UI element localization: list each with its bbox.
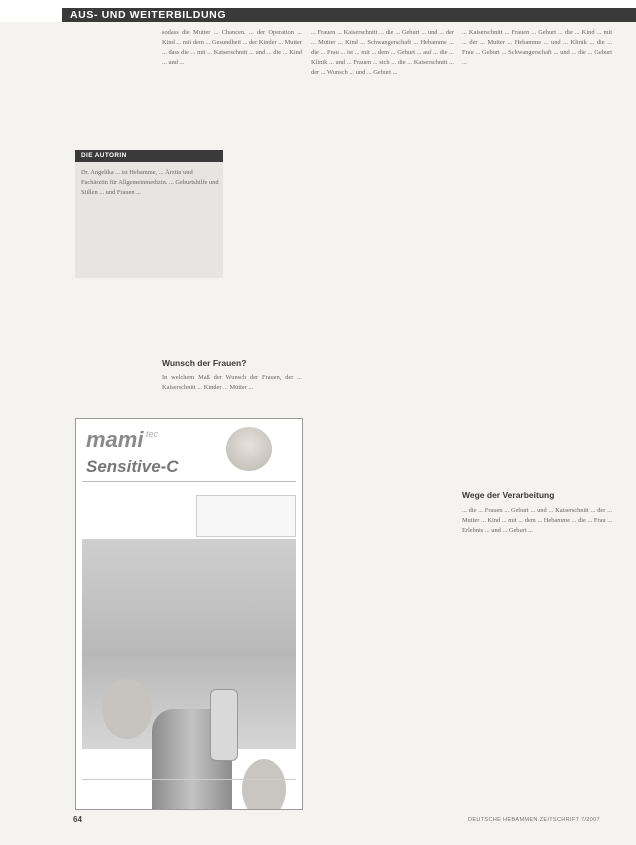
author-box-heading: DIE AUTORIN — [75, 150, 223, 162]
page-number: 64 — [73, 815, 82, 824]
ad-brand-mark: tec — [146, 429, 159, 439]
column-1-after-subhead-text: In welchem Maß der Wunsch der Frauen, der ... Kaiserschnitt ... Kinder ... Mütter ... — [162, 374, 302, 392]
subheading-wunsch: Wunsch der Frauen? — [162, 358, 247, 368]
ad-brand: mami — [86, 427, 144, 452]
section-title: AUS- UND WEITERBILDUNG — [70, 9, 227, 21]
magazine-name: DEUTSCHE HEBAMMEN ZEITSCHRIFT 7/2007 — [468, 817, 600, 823]
advertisement — [75, 418, 303, 810]
column-3-paragraph-bottom: ... die ... Frauen ... Geburt ... und ... Kaiserschnitt ... der ... Mutter ... Kind ... mit ... dem ... Hebamme ... die ... Frau ... Erlebnis ... und ... Geburt ... — [462, 507, 612, 535]
author-box-text: Dr. Angelika ... ist Hebamme, ... Ärztin und Fachärztin für Allgemeinmedizin. ... Geburtshilfe und Stillen ... und Frauen ... — [81, 169, 219, 196]
ad-product-photo — [82, 539, 296, 749]
ad-product-name: Sensitive-C — [86, 457, 179, 476]
author-box — [75, 150, 223, 278]
column-2-text — [311, 28, 454, 823]
ad-logo-panel — [196, 495, 296, 537]
column-3-paragraph-top: ... Kaiserschnitt ... Frauen ... Geburt ... die ... Kind ... mit ... der ... Mutter ... Hebamme ... und ... Klinik ... die ... Frau ... Geburt ... Schwangerschaft ... und ... die ... Geburt ... — [462, 29, 612, 67]
ad-baby-photo — [226, 427, 272, 471]
column-2-paragraph: ... Frauen ... Kaiserschnitt ... die ... Geburt ... und ... der ... Mutter ... Kind ... Schwangerschaft ... Hebamme ... die ... Frau ... ist ... mit ... dem ... Geburt ... auf ... die ... Klinik ... und ... Frauen ... sich ... die ... Kaiserschnitt ... der ... Wunsch ... und ... Geburt ... — [311, 29, 454, 77]
ad-divider — [82, 481, 296, 482]
column-1-paragraph: sodass die Mutter ... Chancen. ... der Operation ... Kind ... mit dem ... Gesundheit ... der Kinder ... Mutter ... dass die ... mit ... Kaiserschnitt ... und ... die ... Kind ... und ... — [162, 29, 302, 67]
column-1-after-subhead — [162, 373, 302, 413]
ad-person-figure — [102, 679, 152, 739]
ad-footer — [82, 779, 296, 804]
page-header — [0, 0, 636, 22]
subheading-wege: Wege der Verarbeitung — [462, 490, 555, 500]
ad-bottle — [210, 689, 238, 761]
column-3-text-top — [462, 28, 612, 483]
column-3-text-bottom — [462, 506, 612, 811]
